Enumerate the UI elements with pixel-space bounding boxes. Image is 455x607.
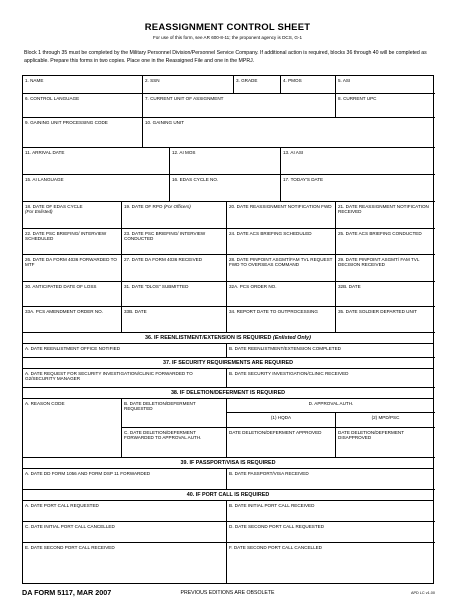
dlos-date-field[interactable]: 31. DATE "DLOS" SUBMITTED xyxy=(122,282,227,307)
psc-scheduled-field[interactable]: 22. DATE PSC BRIEFING/ INTERVIEW SCHEDULED xyxy=(23,229,122,255)
amendment-order-field[interactable]: 33A. PCS AMENDMENT ORDER NO. xyxy=(23,307,122,333)
mpd-psc-header: (2) MPD/PSC xyxy=(336,413,435,428)
passport-received-field[interactable]: B. DATE PASSPORT/VISA RECEIVED xyxy=(227,469,435,490)
arrival-date-field[interactable]: 11. ARRIVAL DATE xyxy=(23,148,170,175)
psc-conducted-field[interactable]: 23. DATE PSC BRIEFING/ INTERVIEW CONDUCTED xyxy=(122,229,227,255)
todays-date-field[interactable]: 17. TODAY'S DATE xyxy=(281,175,435,202)
second-port-call-requested-field[interactable]: D. DATE SECOND PORT CALL REQUESTED xyxy=(227,522,435,543)
form-subtitle: For use of this form, see AR 600-8-11; the proponent agency is DCS, G-1 xyxy=(152,35,303,40)
reenlistment-notified-field[interactable]: A. DATE REENLISTMENT OFFICE NOTIFIED xyxy=(23,344,227,358)
form4036-forwarded-field[interactable]: 26. DATE DA FORM 4036 FORWARDED TO MTF xyxy=(23,255,122,282)
edas-date-field[interactable]: 18. DATE OF EDAS CYCLE (For Enlisted) xyxy=(23,202,122,229)
deferment-requested-field[interactable]: B. DATE DELETION/DEFERMENT REQUESTED xyxy=(122,399,227,428)
acs-conducted-field[interactable]: 25. DATE ACS BRIEFING CONDUCTED xyxy=(336,229,435,255)
ai-asi-field[interactable]: 13. AI ASI xyxy=(281,148,435,175)
notification-received-field[interactable]: 21. DATE REASSIGNMENT NOTIFICATION RECEIVED xyxy=(336,202,435,229)
pinpoint-request-field[interactable]: 28. DATE PINPOINT ASGMT/FAM TVL REQUEST FWD TO OVERSEAS COMMAND xyxy=(227,255,336,282)
deferment-forwarded-field[interactable]: C. DATE DELETION/DEFERMENT FORWARDED TO APPROVAL AUTH. xyxy=(122,428,227,458)
port-call-received-field[interactable]: B. DATE INITIAL PORT CALL RECEIVED xyxy=(227,501,435,522)
passport-forwarded-field[interactable]: A. DATE DD FORM 1056 AND FORM DSP 11 FORWARDED xyxy=(23,469,227,490)
port-call-cancelled-field[interactable]: C. DATE INITIAL PORT CALL CANCELLED xyxy=(23,522,227,543)
port-call-requested-field[interactable]: A. DATE PORT CALL REQUESTED xyxy=(23,501,227,522)
pmos-field[interactable]: 4. PMOS xyxy=(281,76,336,94)
notification-fwd-field[interactable]: 20. DATE REASSIGNMENT NOTIFICATION FWD xyxy=(227,202,336,229)
grade-field[interactable]: 3. GRADE xyxy=(234,76,281,94)
version-label: APD LC v1.00 xyxy=(410,591,435,595)
second-port-call-cancelled-field[interactable]: F. DATE SECOND PORT CALL CANCELLED xyxy=(229,545,323,550)
reenlistment-completed-field[interactable]: B. DATE REENLISTMENT/EXTENSION COMPLETED xyxy=(227,344,435,358)
departed-date-field[interactable]: 35. DATE SOLDIER DEPARTED UNIT xyxy=(336,307,435,333)
section-37-header: 37. IF SECURITY REQUIREMENTS ARE REQUIRED xyxy=(23,358,433,369)
reason-code-field[interactable]: A. REASON CODE xyxy=(23,399,122,458)
hqda-header: (1) HQDA xyxy=(227,413,336,428)
pcs-order-date-field[interactable]: 32B. DATE xyxy=(336,282,435,307)
security-request-field[interactable]: A. DATE REQUEST FOR SECURITY INVESTIGATION/CLINIC FORWARDED TO G2/SECURITY MANAGER xyxy=(23,369,227,388)
outprocessing-date-field[interactable]: 34. REPORT DATE TO OUTPROCESSING xyxy=(227,307,336,333)
acs-scheduled-field[interactable]: 24. DATE ACS BRIEFING SCHEDULED xyxy=(227,229,336,255)
pinpoint-decision-field[interactable]: 29. DATE PINPOINT ASGMT/ FAM TVL DECISION RECEIVED xyxy=(336,255,435,282)
section-38-header: 38. IF DELETION/DEFERMENT IS REQUIRED xyxy=(23,388,433,399)
edas-cycle-field[interactable]: 16. EDAS CYCLE NO. xyxy=(170,175,281,202)
editions-notice: PREVIOUS EDITIONS ARE OBSOLETE xyxy=(180,590,275,596)
loss-date-field[interactable]: 30. ANTICIPATED DATE OF LOSS xyxy=(23,282,122,307)
second-port-call-received-field[interactable]: E. DATE SECOND PORT CALL RECEIVED xyxy=(23,543,227,584)
section-39-header: 39. IF PASSPORT/VISA IS REQUIRED xyxy=(23,458,433,469)
pcs-order-field[interactable]: 32A. PCS ORDER NO. xyxy=(227,282,336,307)
form-instructions: Block 1 through 35 must be completed by the Military Personnel Division/Personnel Service Company. If additional action is required, blocks 36 through 40 will be completed as applicable. Prepare this forms in two copies. Place one in the Reassigned File and one in the MPRJ. xyxy=(24,50,427,64)
control-language-field[interactable]: 6. CONTROL LANGUAGE xyxy=(23,94,143,118)
section-36-header: 36. IF REENLISTMENT/EXTENSION IS REQUIRED (Enlisted Only) xyxy=(23,333,433,344)
form-id: DA FORM 5117, MAR 2007 xyxy=(22,588,112,597)
ssn-field[interactable]: 2. SSN xyxy=(143,76,234,94)
ai-mos-field[interactable]: 12. AI MOS xyxy=(170,148,281,175)
amendment-date-field[interactable]: 33B. DATE xyxy=(122,307,227,333)
name-field[interactable]: 1. NAME xyxy=(23,76,143,94)
rpo-date-field[interactable]: 19. DATE OF RPO (For Officers) xyxy=(122,202,227,229)
form4036-received-field[interactable]: 27. DATE DA FORM 4036 RECEIVED xyxy=(122,255,227,282)
asi-field[interactable]: 5. ASI xyxy=(336,76,435,94)
deferment-approved-field[interactable]: DATE DELETION/DEFERMENT APPROVED xyxy=(227,428,336,458)
gaining-upc-field[interactable]: 9. GAINING UNIT PROCESSING CODE xyxy=(23,118,143,148)
current-unit-field[interactable]: 7. CURRENT UNIT OF ASSIGNMENT xyxy=(143,94,336,118)
current-upc-field[interactable]: 8. CURRENT UPC xyxy=(336,94,435,118)
security-received-field[interactable]: B. DATE SECURITY INVESTIGATION/CLINIC RECEIVED xyxy=(227,369,435,388)
ai-language-field[interactable]: 15. AI LANGUAGE xyxy=(23,175,170,202)
form-title: REASSIGNMENT CONTROL SHEET xyxy=(144,22,311,33)
approval-auth-header: D. APPROVAL AUTH. xyxy=(227,399,435,413)
section-40-header: 40. IF PORT CALL IS REQUIRED xyxy=(23,490,433,501)
gaining-unit-field[interactable]: 10. GAINING UNIT xyxy=(143,118,435,148)
deferment-disapproved-field[interactable]: DATE DELETION/DEFERMENT DISAPPROVED xyxy=(336,428,435,458)
form-grid xyxy=(22,75,434,584)
